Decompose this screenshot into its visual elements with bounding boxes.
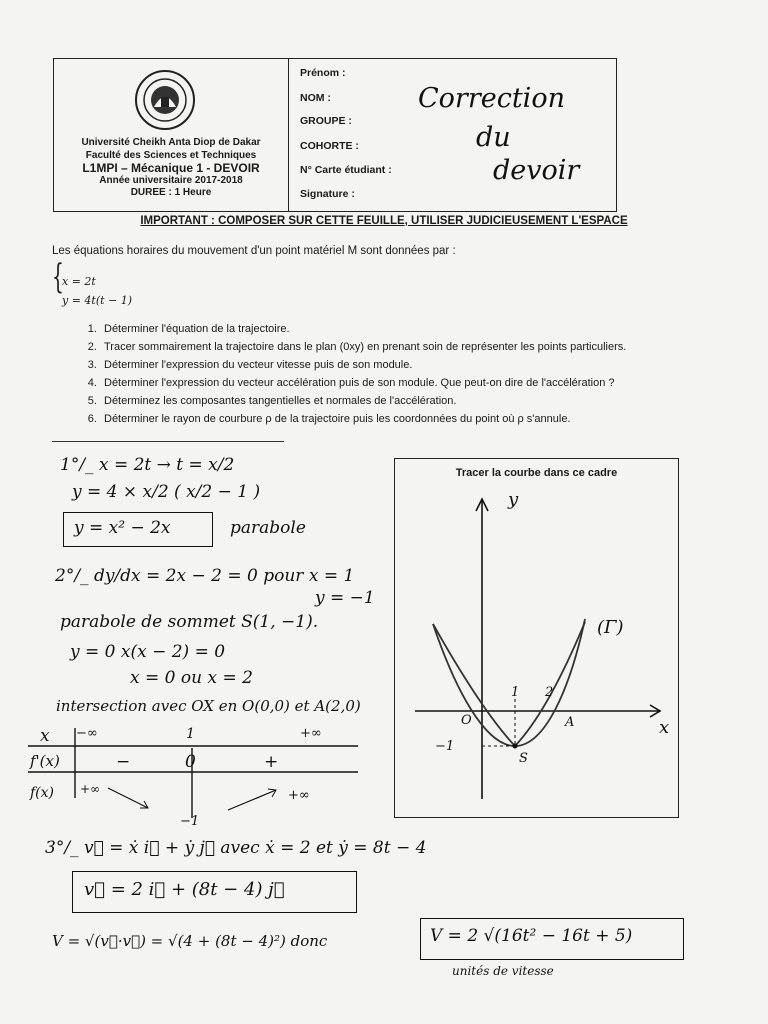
answer3-units: unités de vitesse bbox=[452, 964, 554, 978]
answer1-result: y = x² − 2x bbox=[74, 518, 171, 538]
question-4: 4. Déterminer l'expression du vecteur accélération puis de son module. Que peut-on dire de l'accélération ? bbox=[100, 374, 760, 392]
point-s-label: S bbox=[519, 751, 528, 766]
minus-one-label: −1 bbox=[435, 739, 455, 754]
table-fprime-minus: − bbox=[116, 752, 131, 772]
answer3-velocity: v⃗ = 2 i⃗ + (8t − 4) j⃗ bbox=[84, 879, 285, 900]
question-2: 2. Tracer sommairement la trajectoire dans le plan (0xy) en prenant soin de représenter les points particuliers. bbox=[100, 338, 760, 356]
y-axis-label: y bbox=[508, 489, 519, 510]
parabola-sketch bbox=[395, 459, 678, 817]
question-6: 6. Déterminer le rayon de courbure ρ de la trajectoire puis les coordonnées du point où ρ s'annule. bbox=[100, 410, 760, 428]
table-x-one: 1 bbox=[186, 726, 195, 742]
answer3-line3: V = √(v⃗·v⃗) = √(4 + (8t − 4)²) donc bbox=[52, 932, 328, 950]
answer1-note: parabole bbox=[230, 518, 306, 538]
field-groupe: GROUPE : bbox=[300, 115, 352, 127]
answer2-line5: x = 0 ou x = 2 bbox=[130, 668, 253, 688]
table-fx-left: +∞ bbox=[80, 782, 101, 796]
answer2-line2: y = −1 bbox=[315, 588, 375, 608]
university-seal-logo bbox=[134, 69, 196, 131]
origin-label: O bbox=[461, 713, 472, 728]
answer1-line1: 1°/_ x = 2t → t = x/2 bbox=[60, 455, 235, 475]
handwritten-du: du bbox=[476, 122, 511, 153]
table-x-header: x bbox=[40, 726, 50, 746]
tick-2-label: 2 bbox=[545, 685, 554, 700]
answer1-line2: y = 4 × x/2 ( x/2 − 1 ) bbox=[72, 482, 261, 502]
handwritten-devoir: devoir bbox=[493, 155, 580, 186]
separator-line bbox=[52, 441, 284, 442]
field-signature: Signature : bbox=[300, 188, 355, 200]
question-1: 1. Déterminer l'équation de la trajectoire. bbox=[100, 320, 760, 338]
answer2-line4: y = 0 x(x − 2) = 0 bbox=[70, 642, 226, 662]
table-fprime-label: f'(x) bbox=[30, 752, 60, 770]
graph-frame bbox=[394, 458, 679, 818]
course-name: L1MPI – Mécanique 1 - DEVOIR bbox=[82, 161, 260, 175]
handwritten-correction: Correction bbox=[418, 83, 565, 114]
answer3-speed: V = 2 √(16t² − 16t + 5) bbox=[430, 926, 633, 946]
university-name: Université Cheikh Anta Diop de Dakar bbox=[81, 137, 261, 148]
point-a-label: A bbox=[565, 715, 575, 730]
student-info-box bbox=[288, 58, 617, 212]
exam-duration: DUREE : 1 Heure bbox=[130, 187, 212, 198]
curve-label: (Γ) bbox=[597, 617, 624, 638]
question-5: 5. Déterminez les composantes tangentielles et normales de l'accélération. bbox=[100, 392, 760, 410]
equation-y: y = 4t(t − 1) bbox=[62, 294, 133, 307]
faculty-name: Faculté des Sciences et Techniques bbox=[85, 149, 257, 161]
tick-1-label: 1 bbox=[511, 685, 520, 700]
table-plus-infinity: +∞ bbox=[300, 726, 322, 741]
table-fprime-zero: 0 bbox=[185, 752, 196, 772]
x-axis-label: x bbox=[659, 717, 670, 738]
answer3-line1: 3°/_ v⃗ = ẋ i⃗ + ẏ j⃗ avec ẋ = 2 et ẏ = 8t − 4 bbox=[45, 838, 427, 858]
brace-symbol: { bbox=[52, 257, 64, 297]
intro-text: Les équations horaires du mouvement d'un point matériel M sont données par : bbox=[52, 245, 456, 257]
motion-equations bbox=[52, 257, 133, 310]
graph-frame-title: Tracer la courbe dans ce cadre bbox=[455, 467, 618, 479]
table-minus-infinity: −∞ bbox=[76, 726, 98, 741]
university-header bbox=[53, 58, 289, 212]
table-fx-min: −1 bbox=[180, 814, 200, 829]
field-prenom: Prénom : bbox=[300, 67, 346, 79]
field-cohorte: COHORTE : bbox=[300, 140, 359, 152]
answer2-line1: 2°/_ dy/dx = 2x − 2 = 0 pour x = 1 bbox=[55, 566, 355, 586]
field-nom: NOM : bbox=[300, 92, 331, 104]
field-carte-etudiant: N° Carte étudiant : bbox=[300, 164, 392, 176]
question-list bbox=[48, 320, 760, 428]
variation-table-lines bbox=[28, 728, 368, 828]
table-fprime-plus: + bbox=[264, 752, 279, 772]
table-fx-label: f(x) bbox=[30, 785, 55, 801]
answer2-line3: parabole de sommet S(1, −1). bbox=[60, 612, 319, 632]
table-fx-right: +∞ bbox=[288, 788, 310, 803]
equation-x: x = 2t bbox=[62, 275, 96, 288]
answer2-line6: intersection avec OX en O(0,0) et A(2,0) bbox=[56, 697, 361, 715]
important-notice: IMPORTANT : COMPOSER SUR CETTE FEUILLE, UTILISER JUDICIEUSEMENT L'ESPACE bbox=[140, 215, 628, 227]
question-3: 3. Déterminer l'expression du vecteur vitesse puis de son module. bbox=[100, 356, 760, 374]
academic-year: Année universitaire 2017-2018 bbox=[99, 174, 243, 186]
